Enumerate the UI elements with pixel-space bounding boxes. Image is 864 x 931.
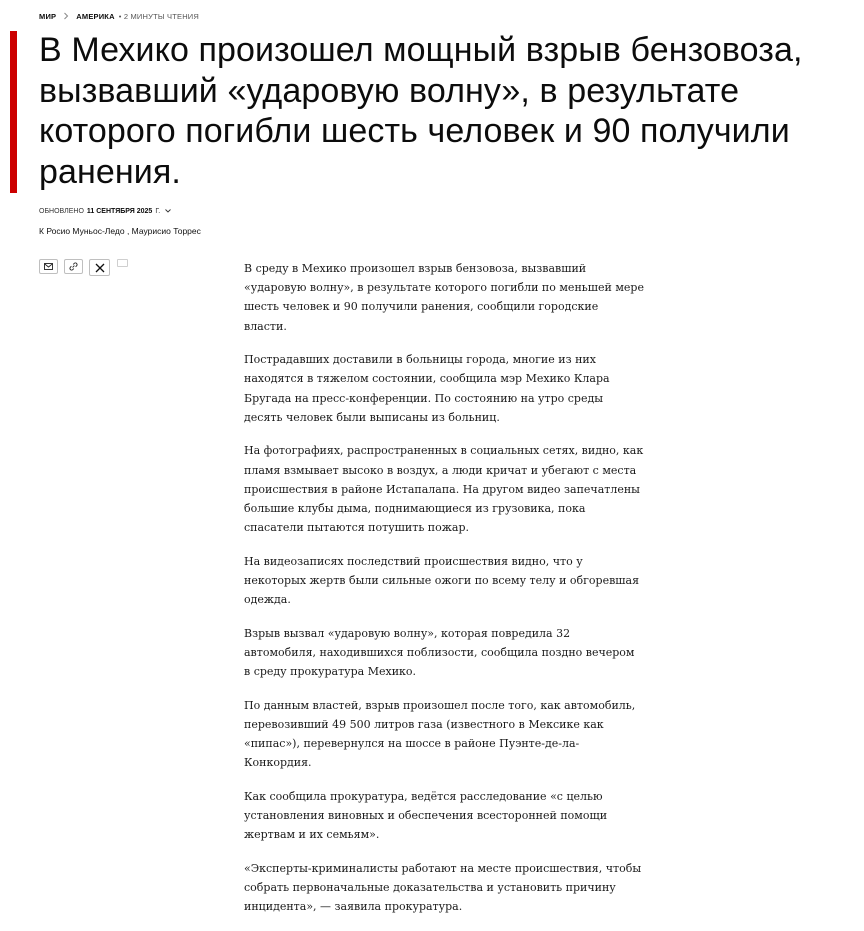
article-paragraph: Взрыв вызвал «ударовую волну», которая повредила 32 автомобиля, находившихся поблизости, сообщила поздно вечером в среду прокуратура Мехико. — [244, 626, 635, 679]
comment-icon[interactable] — [117, 259, 128, 267]
article-paragraph: На видеозаписях последствий происшествия видно, что у некоторых жертв были сильные ожоги по всему телу и обгоревшая одежда. — [244, 554, 640, 607]
article-paragraph: На фотографиях, распространенных в социальных сетях, видно, как пламя взмывает высоко в воздух, а люди кричат и убегают с места происшествия в районе Истапалапа. На другом видео запечатлены большие клубы дыма, поднимающиеся из грузовика, пока спасатели пытаются потушить пожар. — [244, 444, 644, 535]
link-icon — [69, 262, 78, 271]
envelope-icon — [44, 263, 53, 270]
updated-label: ОБНОВЛЕНО — [39, 207, 84, 215]
updated-timestamp[interactable] — [39, 207, 172, 215]
read-time: • 2 МИНУТЫ ЧТЕНИЯ — [118, 11, 200, 21]
share-bar — [39, 259, 128, 276]
breadcrumb-section-link[interactable]: МИР — [39, 11, 57, 21]
breadcrumb — [39, 10, 199, 22]
breadcrumb-subsection-link[interactable]: АМЕРИКА — [76, 11, 115, 21]
article-paragraph: По данным властей, взрыв произошел после того, как автомобиль, перевозивший 49 500 литров газа (известного в Мексике как «пипас»), перевернулся на шоссе в районе Пуэнте-де-ла-Конкордия. — [244, 698, 636, 770]
chevron-down-icon[interactable] — [164, 207, 172, 215]
headline-accent-bar — [10, 31, 17, 193]
article-paragraph: В среду в Мехико произошел взрыв бензовоза, вызвавший «ударовую волну», в результате которого погибли по меньшей мере шесть человек и 90 получили ранения, сообщили городские власти. — [244, 262, 644, 333]
article-paragraph: Как сообщила прокуратура, ведётся расследование «с целью установления виновных и обеспечения всесторонней помощи жертвам и их семьям». — [244, 790, 608, 842]
authors-byline[interactable]: К Росио Муньос-Ледо , Маурисио Торрес — [39, 226, 201, 236]
share-x-button[interactable] — [89, 259, 110, 276]
chevron-right-icon — [61, 11, 71, 21]
share-link-button[interactable] — [64, 259, 83, 274]
article-paragraph: «Эксперты-криминалисты работают на месте происшествия, чтобы собрать первоначальные доказательства и установить причину инцидента», — заявила прокуратура. — [244, 862, 642, 914]
article-body — [244, 259, 644, 931]
article-paragraph: Пострадавших доставили в больницы города, многие из них находятся в тяжелом состоянии, сообщила мэр Мехико Клара Бругада на пресс-конференции. По состоянию на утро среды десять человек были выписаны из больниц. — [244, 353, 610, 424]
x-logo-icon — [95, 263, 105, 273]
share-email-button[interactable] — [39, 259, 58, 274]
headline: В Мехико произошел мощный взрыв бензовоза, вызвавший «ударовую волну», в результате которого погибли шесть человек и 90 получили ранения. — [39, 31, 803, 191]
updated-suffix: Г. — [155, 207, 161, 215]
updated-date: 11 СЕНТЯБРЯ 2025 — [86, 207, 153, 215]
